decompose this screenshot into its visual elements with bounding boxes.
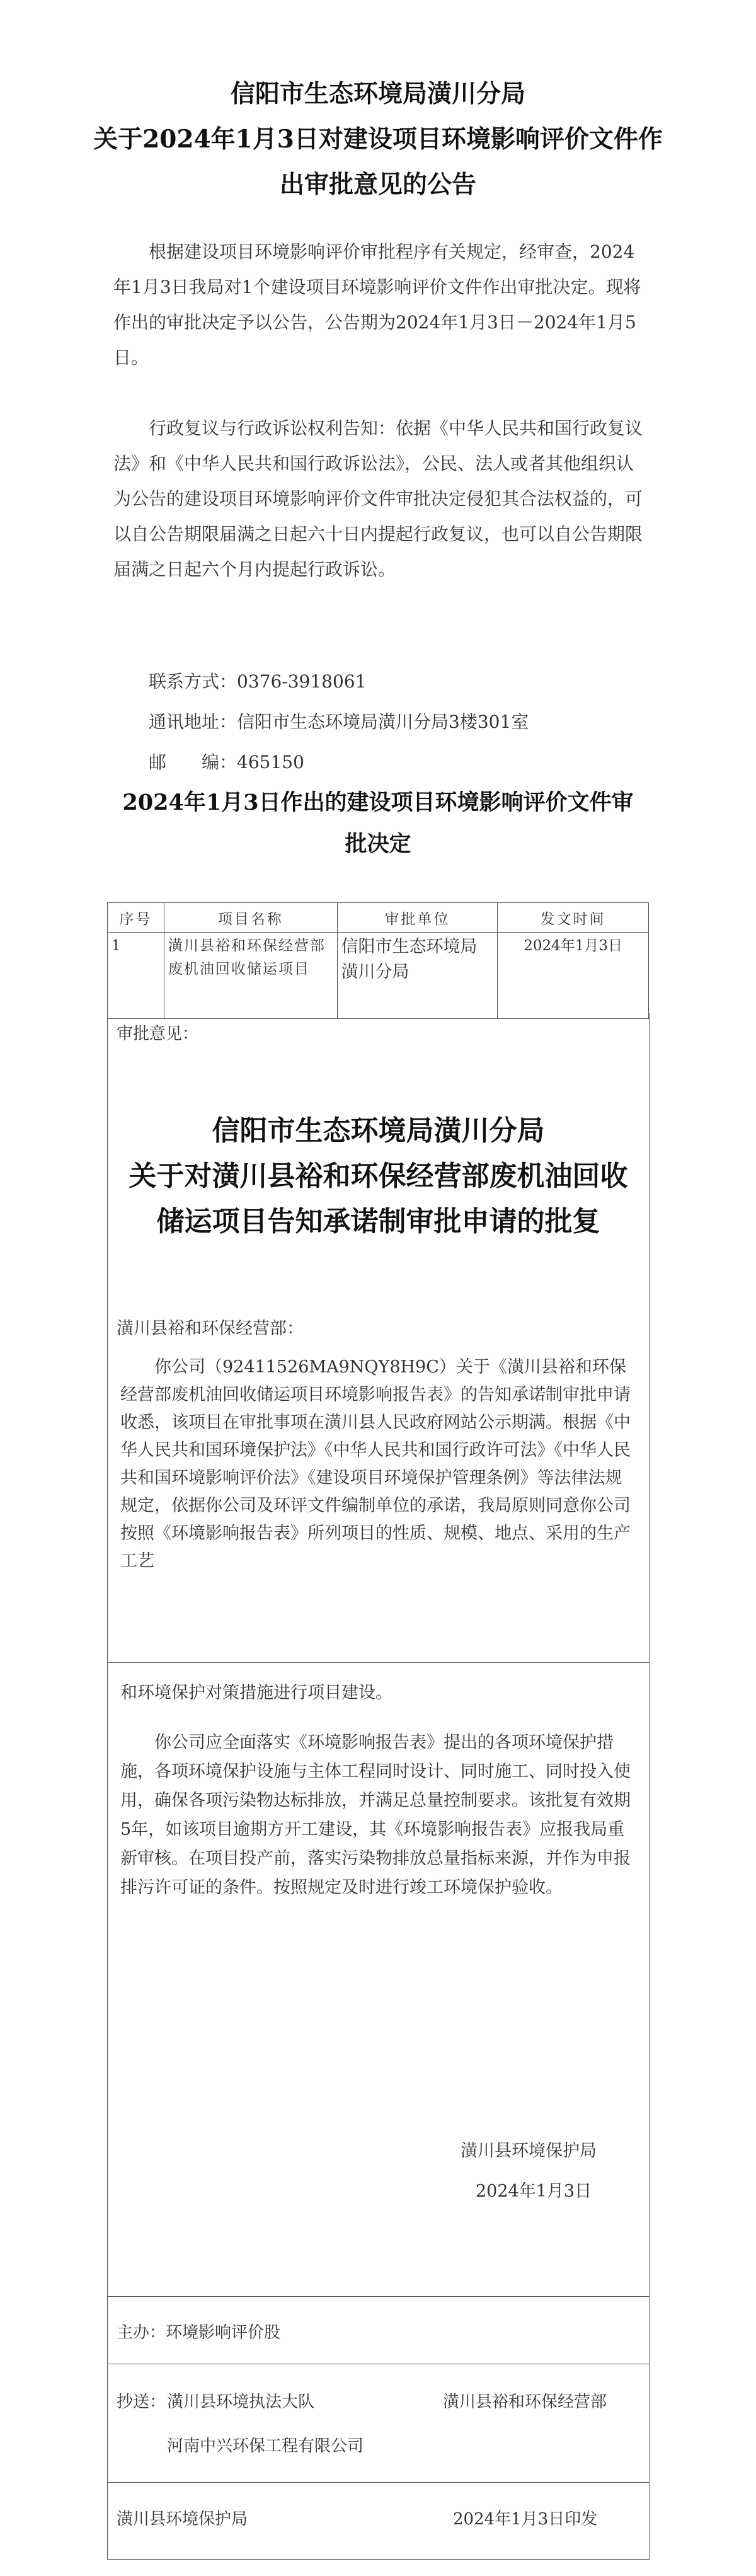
decision-title-line1: 2024年1月3日作出的建设项目环境影响评价文件审 xyxy=(122,790,634,815)
cell-approving-unit: 信阳市生态环境局潢川分局 xyxy=(337,933,498,1019)
divider xyxy=(108,2482,649,2483)
cell-issue-date: 2024年1月3日 xyxy=(498,933,649,1019)
cc-recipient: 潢川县裕和环保经营部 xyxy=(443,2393,607,2412)
divider xyxy=(108,2296,649,2297)
opinion-box-continued xyxy=(107,1662,650,2560)
notice-paragraph-2: 行政复议与行政诉讼权利告知：依据《中华人民共和国行政复议法》和《中华人民共和国行政诉讼法》，公民、法人或者其他组织认为公告的建设项目环境影响评价文件审批决定侵犯其合法权益的，可以自公告期限届满之日起六十日内提起行政复议，也可以自公告期限届满之日起六个月内提起行政诉讼。 xyxy=(113,418,643,580)
notice-title-line2: 关于2024年1月3日对建设项目环境影响评价文件作 xyxy=(93,125,663,154)
signing-date: 2024年1月3日 xyxy=(476,2182,592,2201)
reply-title-line2: 关于对潢川县裕和环保经营部废机油回收 xyxy=(129,1160,628,1192)
issuing-organization: 潢川县环境保护局 xyxy=(117,2510,248,2529)
column-header: 项目名称 xyxy=(164,903,337,933)
cell-number: 1 xyxy=(108,933,164,1019)
opinion-box xyxy=(107,1013,650,1663)
cc-recipient: 潢川县环境执法大队 xyxy=(167,2393,315,2412)
notice-paragraph-1: 根据建设项目环境影响评价审批程序有关规定，经审查，2024年1月3日我局对1个建设项目环境影响评价文件作出审批决定。现将作出的审批决定予以公告，公告期为2024年1月3日－2024年1月5日。 xyxy=(113,241,641,368)
reply-body-continued: 和环境保护对策措施进行项目建设。 xyxy=(120,1683,392,1703)
table-row xyxy=(108,933,649,1019)
reply-body-paragraph-2: 你公司应全面落实《环境影响报告表》提出的各项环境保护措施，各项环境保护设施与主体工程同时设计、同时施工、同时投入使用，确保各项污染物达标排放，并满足总量控制要求。该批复有效期5年，如该项目逾期方开工建设，其《环境影响报告表》应报我局重新审核。在项目投产前，落实污染物排放总量指标来源，并作为申报排污许可证的条件。按照规定及时进行竣工环境保护验收。 xyxy=(120,1733,631,1897)
column-header: 审批单位 xyxy=(337,903,498,933)
contact-address: 通讯地址：信阳市生态环境局潢川分局3楼301室 xyxy=(149,711,529,732)
cell-project-name: 潢川县裕和环保经营部废机油回收储运项目 xyxy=(164,933,337,1019)
column-header: 发文时间 xyxy=(498,903,649,933)
cc-recipient: 河南中兴环保工程有限公司 xyxy=(167,2437,364,2456)
issue-date: 2024年1月3日印发 xyxy=(453,2510,598,2529)
reply-title-line1: 信阳市生态环境局潢川分局 xyxy=(212,1115,545,1147)
contact-phone: 联系方式：0376-3918061 xyxy=(149,671,367,692)
notice-title-line1: 信阳市生态环境局潢川分局 xyxy=(230,79,525,108)
reply-title-line3: 储运项目告知承诺制审批申请的批复 xyxy=(156,1205,600,1238)
signing-organization: 潢川县环境保护局 xyxy=(461,2141,597,2161)
main-department: 主办：环境影响评价股 xyxy=(117,2323,281,2342)
table-header-row xyxy=(108,903,649,933)
contact-postcode: 邮 编：465150 xyxy=(149,752,304,773)
cc-label: 抄送： xyxy=(117,2393,166,2412)
column-header: 序号 xyxy=(108,903,164,933)
opinion-label: 审批意见： xyxy=(117,1025,199,1044)
approval-table xyxy=(107,902,649,1019)
decision-title-line2: 批决定 xyxy=(345,831,411,857)
notice-title-line3: 出审批意见的公告 xyxy=(279,170,476,199)
reply-body-paragraph-1: 你公司（92411526MA9NQY8H9C）关于《潢川县裕和环保经营部废机油回收储运项目环境影响报告表》的告知承诺制审批申请收悉，该项目在审批事项在潢川县人民政府网站公示期满。根据《中华人民共和国环境保护法》《中华人民共和国行政许可法》《中华人民共和国环境影响评价法》《建设项目环境保护管理条例》等法律法规规定，依据你公司及环评文件编制单位的承诺，我局原则同意你公司按照《环境影响报告表》所列项目的性质、规模、地点、采用的生产工艺 xyxy=(120,1357,631,1571)
reply-recipient: 潢川县裕和环保经营部： xyxy=(117,1319,304,1338)
